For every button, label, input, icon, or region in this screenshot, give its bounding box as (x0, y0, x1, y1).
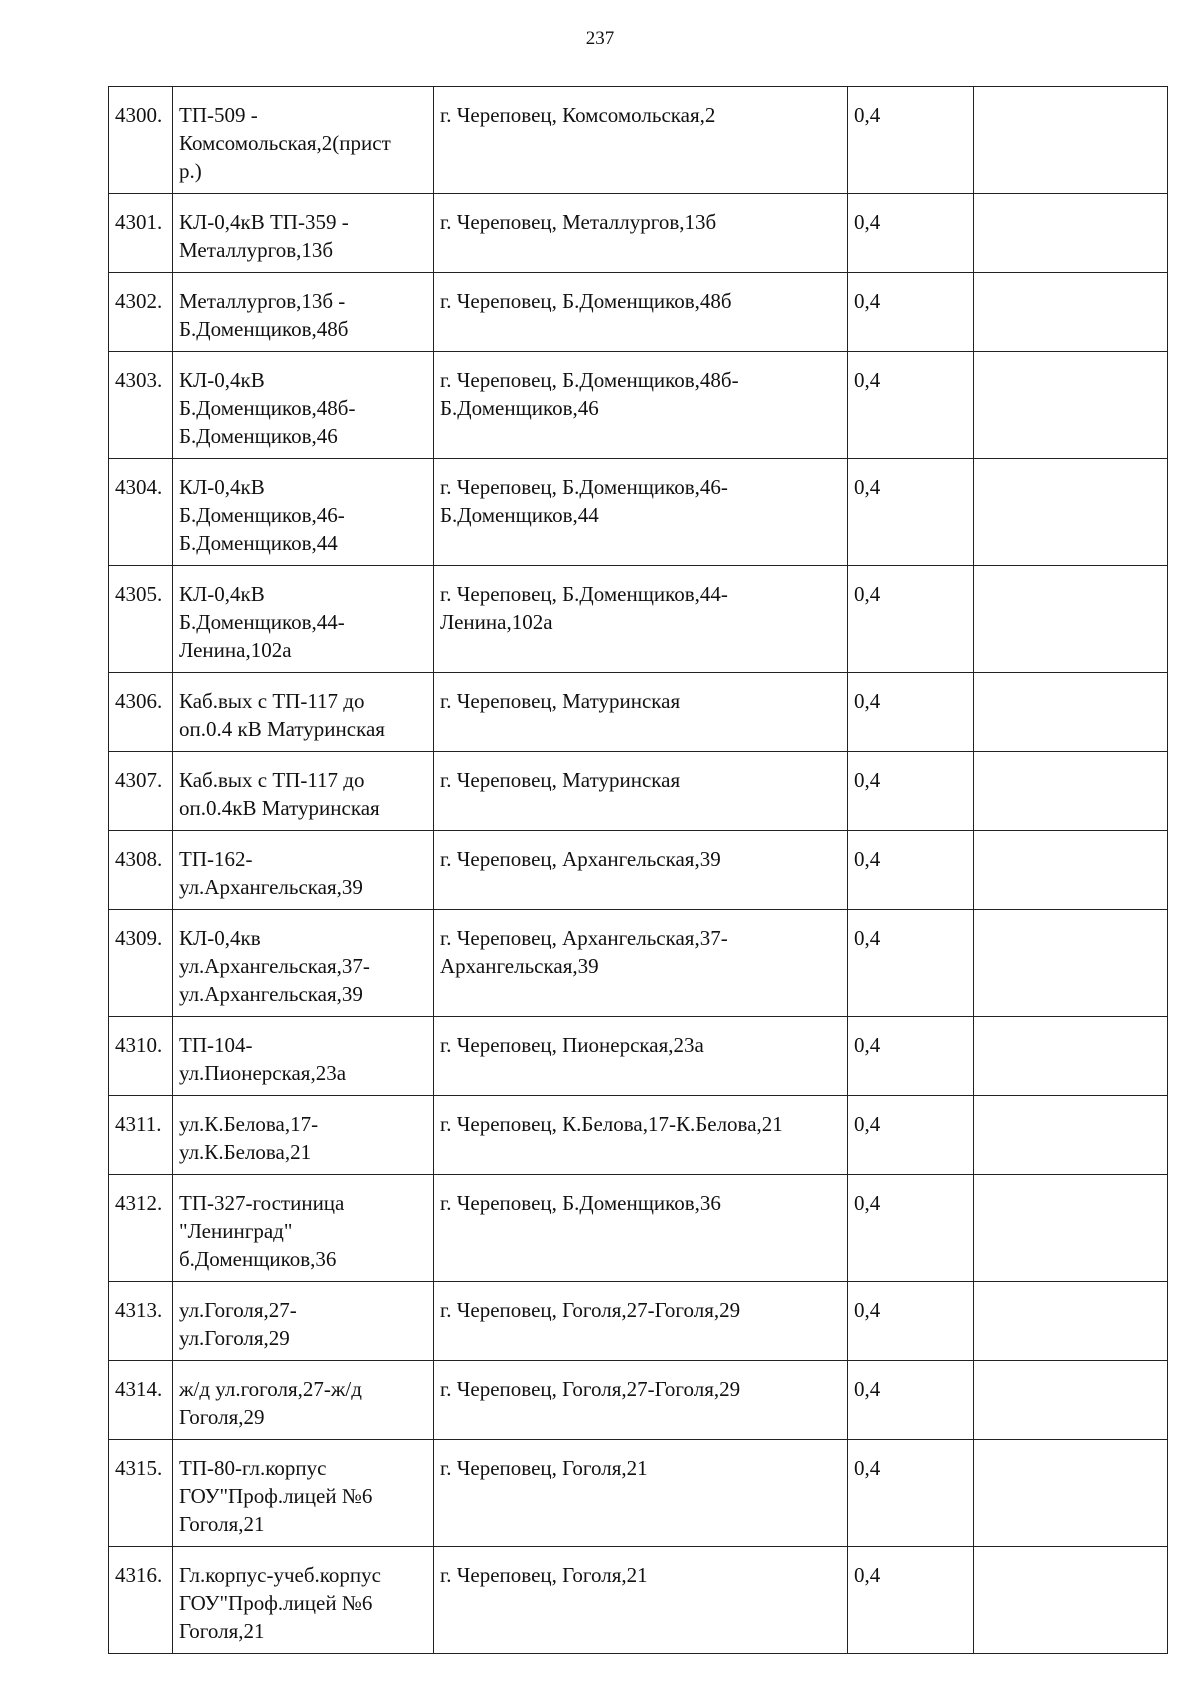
row-number: 4303. (109, 352, 173, 459)
object-name: ТП-327-гостиница "Ленинград" б.Доменщиков,36 (173, 1175, 434, 1282)
object-address: г. Череповец, Комсомольская,2 (434, 87, 848, 194)
object-address: г. Череповец, Гоголя,21 (434, 1547, 848, 1654)
extra-cell (974, 1175, 1168, 1282)
table-row (109, 566, 1168, 673)
voltage-value: 0,4 (848, 352, 974, 459)
object-address: г. Череповец, Архангельская,39 (434, 831, 848, 910)
object-address: г. Череповец, Б.Доменщиков,48б- Б.Доменщиков,46 (434, 352, 848, 459)
table-row (109, 1175, 1168, 1282)
voltage-value: 0,4 (848, 566, 974, 673)
row-number: 4311. (109, 1096, 173, 1175)
row-number: 4306. (109, 673, 173, 752)
object-name: Металлургов,13б - Б.Доменщиков,48б (173, 273, 434, 352)
voltage-value: 0,4 (848, 1282, 974, 1361)
voltage-value: 0,4 (848, 194, 974, 273)
extra-cell (974, 459, 1168, 566)
voltage-value: 0,4 (848, 1175, 974, 1282)
row-number: 4312. (109, 1175, 173, 1282)
object-address: г. Череповец, Пионерская,23а (434, 1017, 848, 1096)
extra-cell (974, 87, 1168, 194)
object-name: ТП-104- ул.Пионерская,23а (173, 1017, 434, 1096)
row-number: 4309. (109, 910, 173, 1017)
object-address: г. Череповец, Б.Доменщиков,46- Б.Доменщиков,44 (434, 459, 848, 566)
extra-cell (974, 194, 1168, 273)
object-name: Каб.вых с ТП-117 до оп.0.4 кВ Матуринская (173, 673, 434, 752)
row-number: 4308. (109, 831, 173, 910)
object-name: ж/д ул.гоголя,27-ж/д Гоголя,29 (173, 1361, 434, 1440)
row-number: 4314. (109, 1361, 173, 1440)
registry-table-body (109, 87, 1168, 1654)
extra-cell (974, 910, 1168, 1017)
row-number: 4302. (109, 273, 173, 352)
object-name: ул.К.Белова,17- ул.К.Белова,21 (173, 1096, 434, 1175)
table-row (109, 1547, 1168, 1654)
table-row (109, 194, 1168, 273)
table-row (109, 1440, 1168, 1547)
table-row (109, 1017, 1168, 1096)
object-address: г. Череповец, Б.Доменщиков,48б (434, 273, 848, 352)
object-name: КЛ-0,4кВ Б.Доменщиков,44- Ленина,102а (173, 566, 434, 673)
voltage-value: 0,4 (848, 1017, 974, 1096)
extra-cell (974, 1547, 1168, 1654)
registry-table (108, 86, 1168, 1654)
extra-cell (974, 1282, 1168, 1361)
object-address: г. Череповец, К.Белова,17-К.Белова,21 (434, 1096, 848, 1175)
row-number: 4315. (109, 1440, 173, 1547)
row-number: 4313. (109, 1282, 173, 1361)
object-address: г. Череповец, Гоголя,27-Гоголя,29 (434, 1282, 848, 1361)
voltage-value: 0,4 (848, 752, 974, 831)
object-name: КЛ-0,4кВ Б.Доменщиков,48б- Б.Доменщиков,46 (173, 352, 434, 459)
table-row (109, 273, 1168, 352)
extra-cell (974, 566, 1168, 673)
page-number: 237 (585, 28, 615, 49)
object-name: ул.Гоголя,27- ул.Гоголя,29 (173, 1282, 434, 1361)
row-number: 4310. (109, 1017, 173, 1096)
extra-cell (974, 752, 1168, 831)
extra-cell (974, 831, 1168, 910)
extra-cell (974, 1361, 1168, 1440)
object-address: г. Череповец, Матуринская (434, 673, 848, 752)
voltage-value: 0,4 (848, 273, 974, 352)
row-number: 4301. (109, 194, 173, 273)
object-name: КЛ-0,4кв ул.Архангельская,37- ул.Архангельская,39 (173, 910, 434, 1017)
extra-cell (974, 273, 1168, 352)
voltage-value: 0,4 (848, 1547, 974, 1654)
voltage-value: 0,4 (848, 673, 974, 752)
voltage-value: 0,4 (848, 1440, 974, 1547)
table-row (109, 752, 1168, 831)
extra-cell (974, 1440, 1168, 1547)
table-row (109, 459, 1168, 566)
row-number: 4304. (109, 459, 173, 566)
row-number: 4305. (109, 566, 173, 673)
table-row (109, 1096, 1168, 1175)
object-name: КЛ-0,4кВ ТП-359 - Металлургов,13б (173, 194, 434, 273)
voltage-value: 0,4 (848, 831, 974, 910)
object-address: г. Череповец, Металлургов,13б (434, 194, 848, 273)
extra-cell (974, 1017, 1168, 1096)
object-name: ТП-162- ул.Архангельская,39 (173, 831, 434, 910)
object-name: КЛ-0,4кВ Б.Доменщиков,46- Б.Доменщиков,44 (173, 459, 434, 566)
voltage-value: 0,4 (848, 1096, 974, 1175)
table-row (109, 87, 1168, 194)
voltage-value: 0,4 (848, 459, 974, 566)
table-row (109, 673, 1168, 752)
object-name: ТП-80-гл.корпус ГОУ"Проф.лицей №6 Гоголя,21 (173, 1440, 434, 1547)
row-number: 4300. (109, 87, 173, 194)
object-name: Каб.вых с ТП-117 до оп.0.4кВ Матуринская (173, 752, 434, 831)
row-number: 4316. (109, 1547, 173, 1654)
table-row (109, 1361, 1168, 1440)
voltage-value: 0,4 (848, 1361, 974, 1440)
row-number: 4307. (109, 752, 173, 831)
object-address: г. Череповец, Гоголя,21 (434, 1440, 848, 1547)
object-name: ТП-509 - Комсомольская,2(прист р.) (173, 87, 434, 194)
extra-cell (974, 1096, 1168, 1175)
object-address: г. Череповец, Б.Доменщиков,44- Ленина,102а (434, 566, 848, 673)
object-name: Гл.корпус-учеб.корпус ГОУ"Проф.лицей №6 Гоголя,21 (173, 1547, 434, 1654)
table-row (109, 1282, 1168, 1361)
table-row (109, 831, 1168, 910)
object-address: г. Череповец, Матуринская (434, 752, 848, 831)
table-row (109, 910, 1168, 1017)
voltage-value: 0,4 (848, 910, 974, 1017)
object-address: г. Череповец, Б.Доменщиков,36 (434, 1175, 848, 1282)
extra-cell (974, 352, 1168, 459)
extra-cell (974, 673, 1168, 752)
table-row (109, 352, 1168, 459)
object-address: г. Череповец, Гоголя,27-Гоголя,29 (434, 1361, 848, 1440)
voltage-value: 0,4 (848, 87, 974, 194)
object-address: г. Череповец, Архангельская,37- Архангельская,39 (434, 910, 848, 1017)
